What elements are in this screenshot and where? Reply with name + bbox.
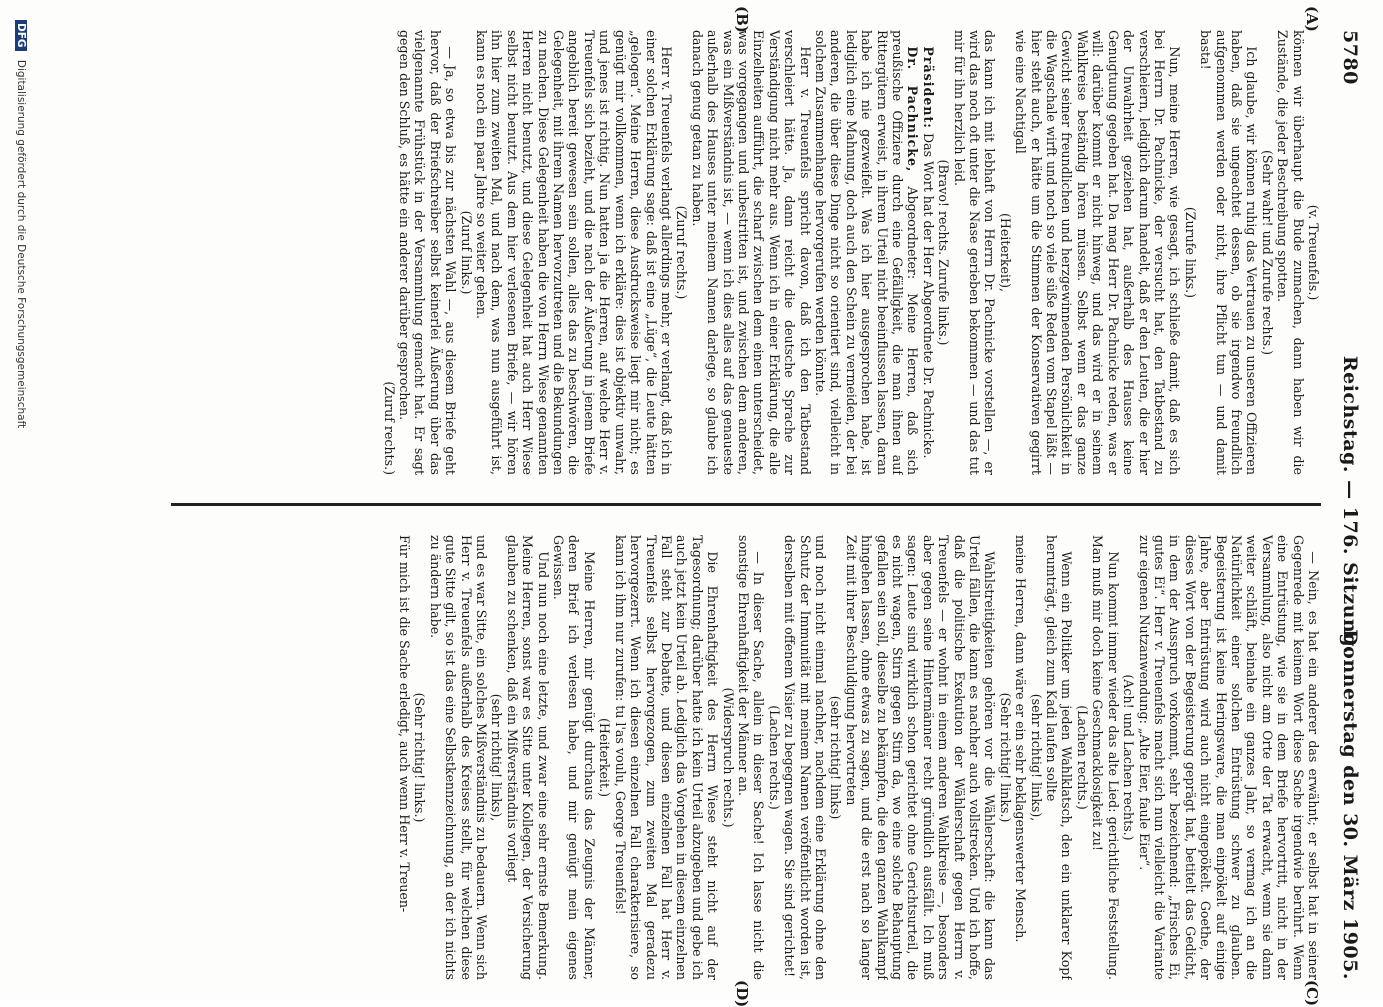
- paragraph: Nun kommt immer wieder das alte Lied: gerichtliche Feststellung. Man muß mir doch keine Geschmacklosigkeit zu!: [1090, 535, 1121, 980]
- paragraph: Ich glaube, wir können ruhig das Vertrauen zu unseren Offizieren haben, daß sie ungeachtet dessen, ob sie irgendwo freundlich aufgenommen werden oder nicht, ihre Pflicht tun — und damit basta!: [1198, 30, 1260, 475]
- paragraph: und noch nicht einmal nachher, nachdem eine Erklärung ohne den Schutz der Immunität mit meinem Namen veröffentlicht worden ist, derselben mit offenem Visier zu begegnen wagen. Sie sind gerichtet!: [782, 535, 828, 980]
- interjection: (Lachen rechts.): [1074, 705, 1090, 810]
- margin-letter-a: (A): [1303, 6, 1321, 32]
- page-header: [1331, 30, 1361, 980]
- interjection: (Ach! und Lachen rechts.): [1121, 674, 1137, 841]
- paragraph: — In dieser Sache, allein in dieser Sache! Ich lasse nicht die sonstige Ehrenhaftigkeit der Männer an.: [735, 535, 767, 980]
- interjection: (Heiterkeit.): [597, 718, 613, 797]
- speaker-name: Dr. Pachnicke,: [905, 46, 921, 173]
- session-date: Donnerstag den 30. März 1905.: [1339, 629, 1361, 980]
- interjection: (Widerspruch rechts.): [720, 687, 736, 828]
- interjection: (v. Treuenfels.): [1306, 204, 1321, 301]
- speech-text: Abgeordneter: Meine Herren, daß sich preußische Offiziere durch eine Gefälligkeit, die man ihnen auf Rittergütern erweist, in ihrem Urteil nicht beeinflussen lassen, daran habe ich nie gezweifelt. Was ich hier ausgesprochen habe, ist lediglich eine Mahnung, doch auch den Schein zu vermeiden, der bei anderen, die über diese Dinge nicht so orientiert sind, vielleicht in solchem Zusammenhange hervorgerufen werden könnte.: [813, 30, 921, 475]
- interjection: (Zurufe links.): [1182, 206, 1198, 299]
- text-columns: [141, 30, 1321, 980]
- right-column: [141, 535, 1321, 980]
- interjection: (Sehr richtig! links.): [997, 692, 1013, 823]
- page-number: 5780: [1339, 30, 1361, 85]
- interjection: (sehr richtig! links),: [489, 693, 505, 822]
- interjection: (Heiterkeit),: [997, 213, 1013, 292]
- credit-text: Digitalisierung gefördert durch die Deutsche Forschungsgemeinschaft: [15, 59, 27, 429]
- paragraph: meine Herren, dann wäre er ein sehr beklagenswerter Mensch.: [1013, 535, 1029, 943]
- margin-letter-d: (D): [733, 980, 751, 1007]
- paragraph: Die Ehrenhaftigkeit des Herrn Wiese steht nicht auf der Tagesordnung; darüber hatte ich kein Urteil abzugeben und gebe ich auch jetzt kein Urteil ab. Lediglich das Vorgehen in diesem einzelnen Fall steht zur Debatte, und diesen einzelnen Fall hat Herr v. Treuenfels selbst hervorgezogen, zum zweiten Mal geradezu hervorgezerrt. Wenn ich diesen einzelnen Fall charakterisiere, so kann ich ihm nur zurufen: tu l'as voulu, George Treuenfels!: [612, 535, 721, 980]
- paragraph: Wenn ein Politiker um jeden Wahlklatsch, den ein unklarer Kopf herumträgt, gleich zum Kadi laufen sollte: [1044, 535, 1075, 980]
- paragraph: Wahlstreitigkeiten gehören vor die Wählerschaft: die kann das Urteil fällen, die kann es nachher auch vollstrecken. Und ich hoffe, daß die politische Exekution der Wählerschaft gegen Herrn v. Treuenfels — er wohnt in einem anderen Wahlkreise —, besonders aber gegen seine Hintermänner recht gründlich ausfällt. Ich muß sagen: Leute sind wirklich schon gerichtet ohne Gerichtsurteil, die es nicht wagen, Stirn gegen Stirn da, wo eine solche Behauptung gefallen sein soll, dieselbe zu bekämpfen, die den ganzen Wahlkampf hingehen lassen, ohne etwas zu sagen, und die erst nach so langer Zeit mit ihrer Beschuldigung hervortreten: [843, 535, 998, 980]
- interjection: (Sehr wahr! und Zurufe rechts.): [1259, 149, 1275, 356]
- dfg-logo: DFG: [15, 20, 27, 51]
- paragraph: — Nein, es hat ein anderer das erwähnt; er selbst hat in seiner Gegenrede mit keinem Wort diese Sache irgendwie berührt. Wenn eine Entrüstung, wie sie in dem Briefe hervortritt, nicht in der Versammlung, also nicht am Orte der Tat erwacht, wenn sie dann weiter schläft, beinahe ein ganzes Jahr, so vermag ich an die Natürlichkeit einer solchen Entrüstung schwer zu glauben. Begeisterung ist keine Heringsware, die man einpökelt auf einige Jahre, aber Entrüstung wird auch nicht eingepökelt. Goethe, der dieses Wort von der Begeisterung geprägt hat, betitelt das Gedicht, in dem der Ausspruch vorkommt, sehr bezeichnend: „Frisches Ei, gutes Ei“. Herr v. Treuenfels macht sich nun vielleicht die Variante zur eigenen Nutzanwendung: „Alte Eier, faule Eier“.: [1136, 535, 1321, 980]
- paragraph: können wir überhaupt die Bude zumachen, dann haben wir die Zustände, die jeder Beschreibung spotten.: [1275, 30, 1306, 475]
- column-divider: [171, 503, 1321, 506]
- left-column: [141, 30, 1321, 475]
- paragraph: und es war Sitte, ein solches Mißverständnis zu bedauern. Wenn sich Herr v. Treuenfels außerhalb des Kreises stellt, für welchen diese gute Sitte gilt, so ist das eine Selbstkennzeichnung, an der ich nichts zu ändern habe.: [427, 535, 490, 980]
- interjection: (sehr richtig! links),: [1028, 693, 1044, 822]
- interjection: (Zuruf links.): [458, 210, 474, 295]
- margin-letter-c: (C): [1303, 980, 1321, 1007]
- paragraph: Für mich ist die Sache erledigt, auch wenn Herr v. Treuen-: [397, 535, 413, 913]
- paragraph: das kann ich mit lebhaft von Herrn Dr. Pachnicke vorstellen —, er wird das noch oft unter die Nase gerieben bekommen — und das tut mir für ihn herzlich leid.: [951, 30, 998, 475]
- interjection: (Zuruf rechts.): [674, 205, 690, 300]
- interjection: (Zuruf rechts.): [381, 381, 397, 475]
- speaker-paragraph: [813, 30, 921, 475]
- paragraph: Und nun noch eine letzte, und zwar eine sehr ernste Bemerkung. Meine Herren, sonst war es Sitte unter Kollegen, der Versicherung glauben zu schenken, daß ein Mißverständnis vorliegt: [504, 535, 551, 980]
- paragraph: — Ja, so etwa bis zur nächsten Wahl —, aus diesem Briefe geht hervor, daß der Briefschreiber selbst keinerlei Äußerung über das vielgenannte Frühstück in der Versammlung gemacht hat. Er sagt gegen den Schluß, es hätte ein anderer darüber gesprochen.: [397, 30, 459, 475]
- interjection: (Sehr richtig! links.): [412, 692, 428, 823]
- paragraph: Nun, meine Herren, wie gesagt, ich schließe damit, daß es sich bei Herrn Dr. Pachnicke, der versucht hat, den Tatbestand zu verschleiern, lediglich darum handelt, daß er den Leuten, die er hier der Unwahrheit geziehen hat, außerhalb des Hauses keine Genugtuung gegeben hat. Da mag Herr Dr. Pachnicke reden, was er will: darüber kommt er nicht hinweg, und das wird er in seinem Wahlkreise beständig hören müssen. Selbst wenn er das ganze Gewicht seiner freundlichen und herzgewinnenden Persönlichkeit in die Wagschale wirft und noch so viele süße Reden vom Stapel läßt — hier steht auch, er hätte um die Stimmen der Konservativen gegirrt wie eine Nachtigall: [1013, 30, 1183, 475]
- speech-text: Das Wort hat der Herr Abgeordnete Dr. Pachnicke.: [920, 132, 936, 459]
- running-head: Reichstag. — 176. Sitzung.: [1339, 355, 1361, 655]
- paragraph: Herr v. Treuenfels spricht davon, daß ich den Tatbestand verschleiert hätte. Ja, dann reicht die deutsche Sprache zur Verständigung nicht mehr aus. Wenn ich in einer Erklärung, die alle Einzelheiten aufführt, die scharf zwischen dem einen unterscheidet, was vorgegangen und unbestritten ist, und zwischen dem anderen, was ein Mißverständnis ist, — wenn ich dies alles auf das genaueste außerhalb des Hauses unter meinem Namen darlege, so glaube ich danach genug getan zu haben.: [689, 30, 813, 475]
- paragraph: Herr v. Treuenfels verlangt allerdings mehr, er verlangt, daß ich in einer solchen Erklärung sage: daß ist eine „Lüge“, die Leute hätten „gelogen“. Meine Herren, diese Ausdrucksweise liegt mir nicht; es genügt mir vollkommen, wenn ich erkläre: dies ist objektiv unwahr, und jenes ist richtig. Nun hatten ja die Herren, auf welche Herr v. Treuenfels sich bezieht, und die nach der Äußerung in jenem Briefe angeblich bereit gewesen sein sollen, alles das zu beschwören, die Gelegenheit, mit ihrem Namen hervorzutreten und die Bekundungen zu machen. Diese Gelegenheit haben die von Herrn Wiese genannten Herren nicht benutzt, und diese Gelegenheit hat auch Herr Wiese selbst nicht benutzt. Aus dem hier verlesenen Briefe, — wir hören ihn hier zum zweiten Mal, und nach dem, was nun ausgeführt ist, kann es noch ein paar Jahre so weiter gehen.: [474, 30, 674, 475]
- page-content: [131, 6, 1361, 1007]
- interjection: (Lachen rechts.): [766, 705, 782, 810]
- interjection: (sehr richtig! links): [828, 695, 844, 820]
- interjection: (Bravo! rechts. Zurufe links.): [936, 159, 952, 346]
- paragraph: Meine Herren, mir genügt durchaus das Zeugnis der Männer, deren Brief ich verlesen habe, und mir genügt mein eigenes Gewissen.: [551, 535, 597, 980]
- digitization-credit: [7, 20, 27, 990]
- speaker-paragraph: [920, 30, 935, 475]
- speaker-name: Präsident:: [920, 46, 936, 129]
- margin-letter-b: (B): [733, 6, 751, 33]
